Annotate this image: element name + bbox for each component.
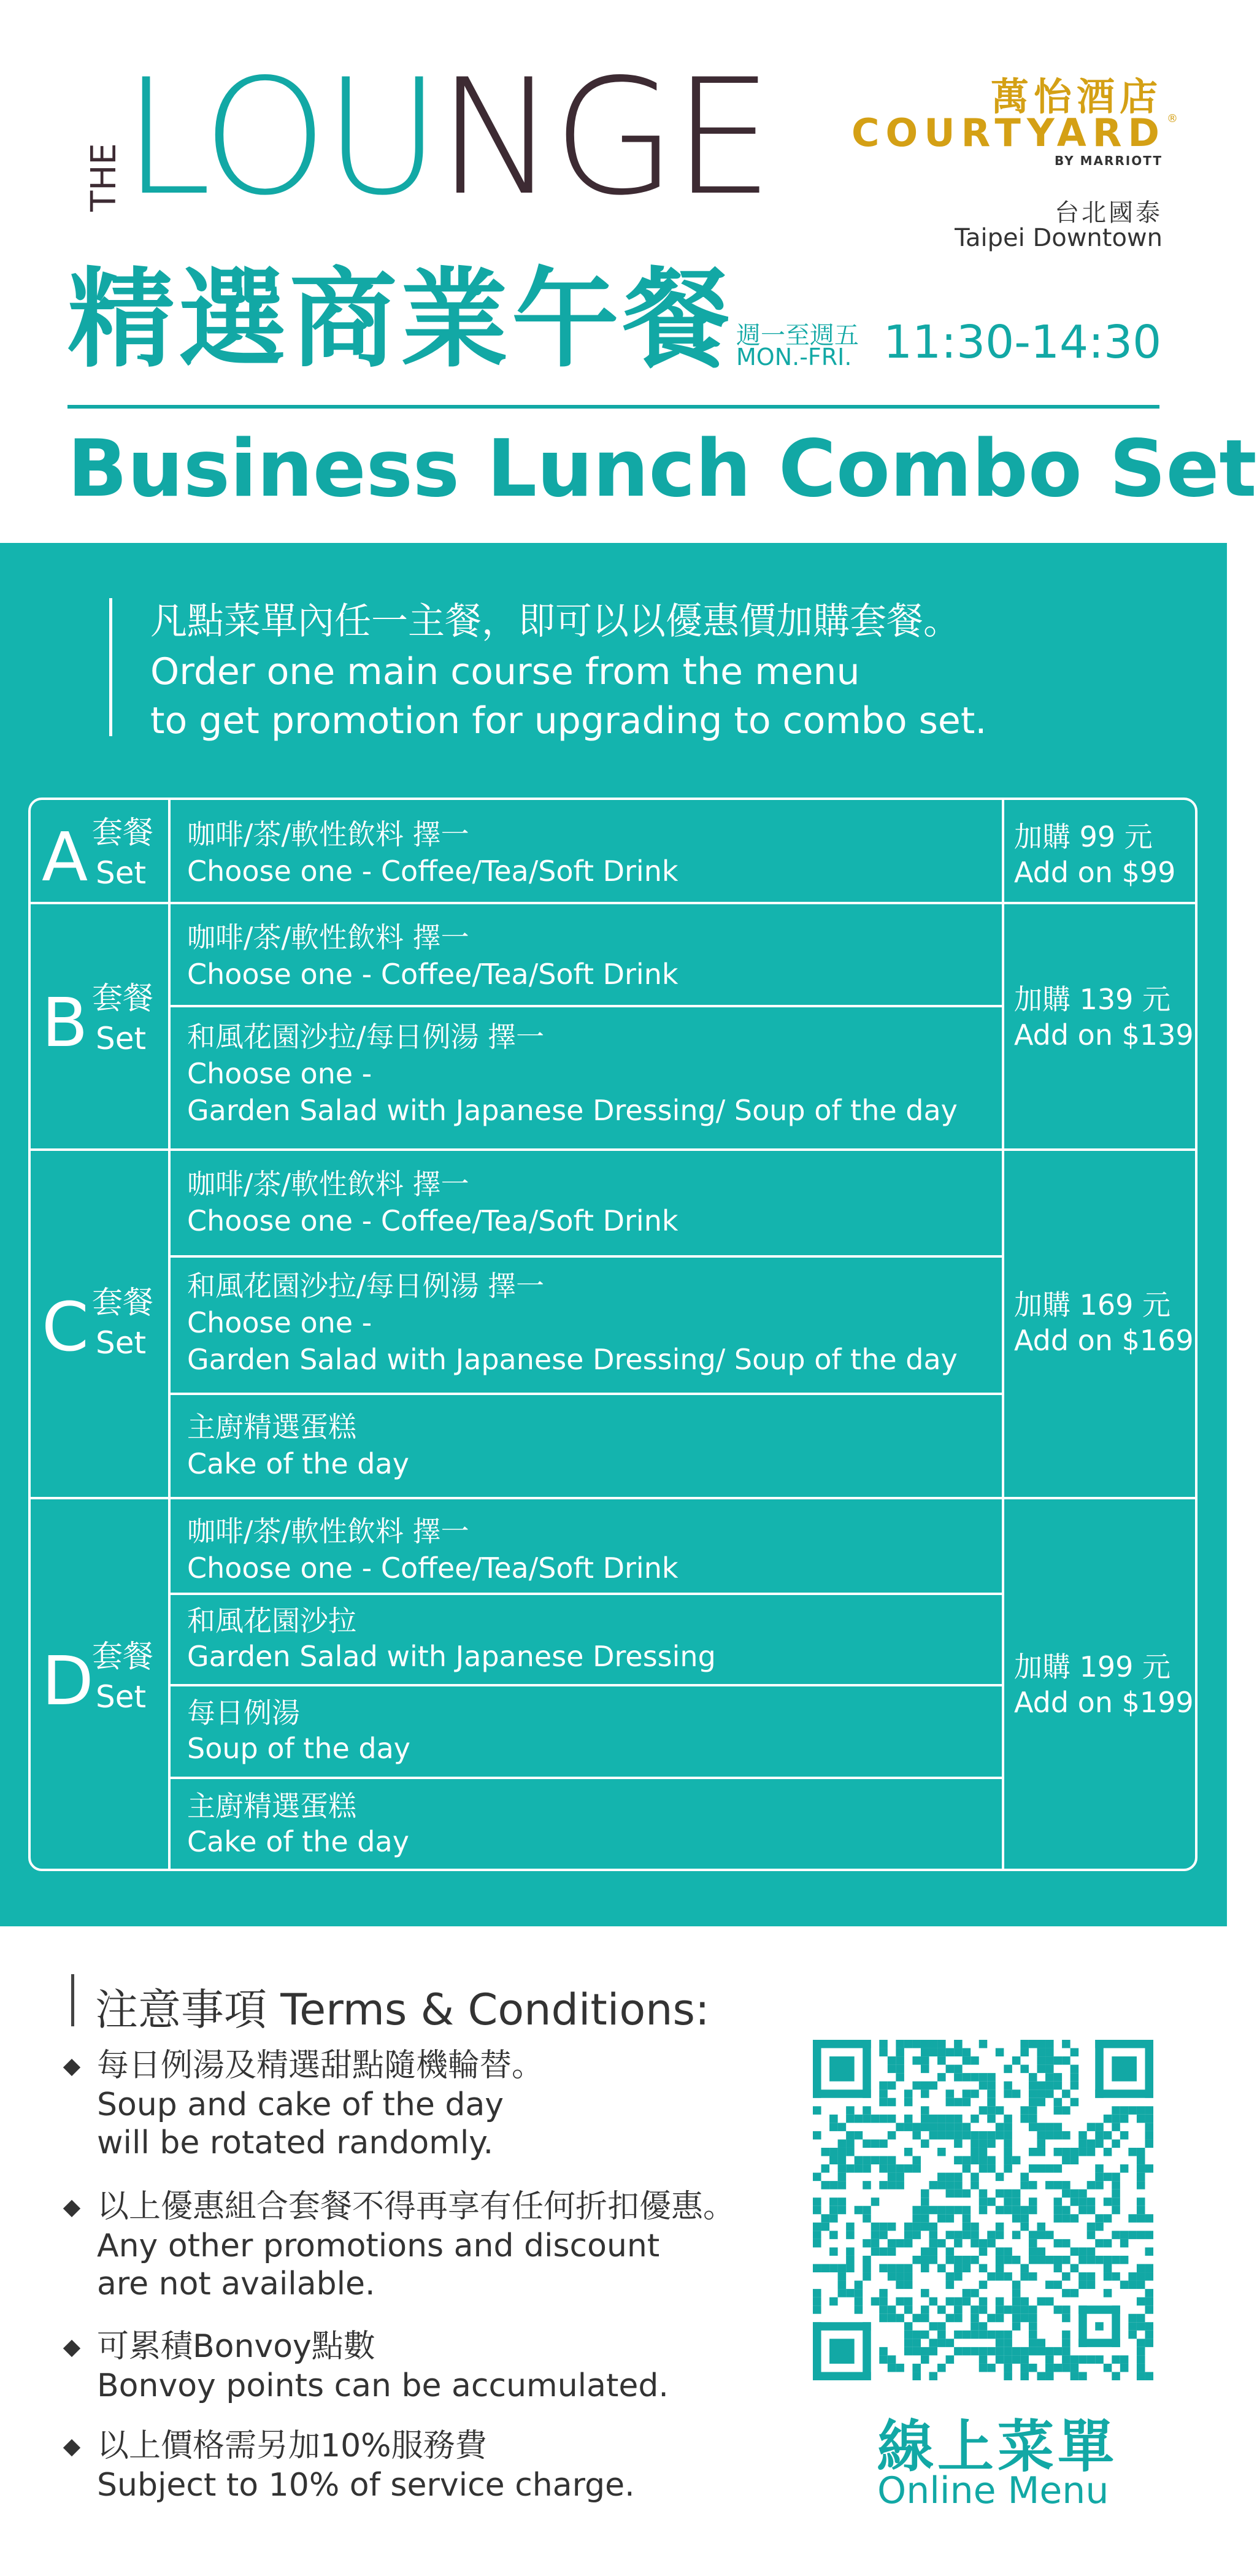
set-a-price-cn: 加購 99 元 — [1014, 820, 1153, 853]
set-c-item-3-cn: 主廚精選蛋糕 — [187, 1410, 356, 1444]
set-c-item-2-en: Choose one - — [187, 1306, 372, 1339]
brand-name-cn: 萬怡酒店 — [990, 74, 1163, 119]
set-d-label-cn: 套餐 — [92, 1639, 153, 1674]
term-3-en1: Bonvoy points can be accumulated. — [97, 2367, 669, 2404]
set-a-label-en: Set — [96, 855, 147, 891]
set-divider — [28, 1497, 1197, 1499]
term-2-en1: Any other promotions and discount — [97, 2228, 660, 2264]
term-1-en2: will be rotated randomly. — [97, 2124, 494, 2161]
set-a-item-1-cn: 咖啡/茶/軟性飲料 擇一 — [187, 818, 469, 851]
term-4-cn: 以上價格需另加10%服務費 — [97, 2428, 487, 2464]
terms-accent-bar — [71, 1974, 74, 2026]
the-logo-text: THE — [84, 143, 124, 212]
set-d-item-3-en: Soup of the day — [187, 1732, 411, 1765]
set-c-price-cn: 加購 169 元 — [1014, 1288, 1171, 1321]
terms-title: 注意事項 Terms & Conditions: — [95, 1985, 710, 2035]
days-en: MON.-FRI. — [736, 344, 852, 371]
set-b-letter: B — [42, 983, 88, 1062]
qr-code-icon[interactable] — [813, 2040, 1153, 2380]
set-a-letter: A — [42, 818, 88, 896]
item-divider — [168, 1593, 1004, 1595]
set-c-item-3-en: Cake of the day — [187, 1447, 409, 1480]
set-d-item-2-en: Garden Salad with Japanese Dressing — [187, 1640, 716, 1673]
set-c-label-cn: 套餐 — [92, 1285, 153, 1320]
lounge-logo — [123, 45, 770, 231]
set-b-label-en: Set — [96, 1021, 147, 1056]
registered-mark: ® — [1167, 112, 1178, 125]
bullet-icon — [63, 2439, 80, 2456]
term-2-cn: 以上優惠組合套餐不得再享有任何折扣優惠。 — [97, 2188, 736, 2225]
set-b-price-en: Add on $139 — [1014, 1018, 1194, 1052]
set-divider — [28, 1148, 1197, 1151]
page-title-en: Business Lunch Combo Set — [67, 423, 1257, 515]
set-b-item-1-en: Choose one - Coffee/Tea/Soft Drink — [187, 958, 678, 991]
set-d-item-1-cn: 咖啡/茶/軟性飲料 擇一 — [187, 1515, 469, 1548]
location-en: Taipei Downtown — [955, 224, 1163, 252]
set-b-item-2-en2: Garden Salad with Japanese Dressing/ Soup of the day — [187, 1094, 958, 1127]
set-c-item-2-en2: Garden Salad with Japanese Dressing/ Soup of the day — [187, 1343, 958, 1376]
bullet-icon — [63, 2059, 80, 2076]
term-1-cn: 每日例湯及精選甜點隨機輪替。 — [97, 2047, 544, 2084]
intro-accent-bar — [109, 598, 112, 736]
brand-by-marriott: BY MARRIOTT — [1055, 153, 1163, 168]
days-cn: 週一至週五 — [736, 321, 859, 350]
term-1-en1: Soup and cake of the day — [97, 2086, 504, 2123]
set-d-label-en: Set — [96, 1679, 147, 1715]
set-d-item-2-cn: 和風花園沙拉 — [187, 1604, 356, 1637]
set-b-item-2-cn: 和風花園沙拉/每日例湯 擇一 — [187, 1020, 545, 1053]
the-logo-vertical — [67, 86, 124, 215]
set-d-price-en: Add on $199 — [1014, 1686, 1194, 1719]
service-hours: 11:30-14:30 — [883, 316, 1162, 369]
term-2-en2: are not available. — [97, 2266, 375, 2302]
intro-en-line1: Order one main course from the menu — [150, 650, 860, 693]
set-c-letter: C — [42, 1288, 89, 1366]
set-b-price-cn: 加購 139 元 — [1014, 983, 1171, 1016]
set-divider — [28, 902, 1197, 904]
set-d-item-1-en: Choose one - Coffee/Tea/Soft Drink — [187, 1551, 678, 1585]
intro-en-line2: to get promotion for upgrading to combo set. — [150, 699, 987, 742]
page-title-cn: 精選商業午餐 — [67, 258, 734, 382]
location-cn: 台北國泰 — [1055, 199, 1163, 227]
set-a-label-cn: 套餐 — [92, 815, 153, 850]
set-b-item-1-cn: 咖啡/茶/軟性飲料 擇一 — [187, 921, 469, 954]
set-c-item-1-en: Choose one - Coffee/Tea/Soft Drink — [187, 1204, 678, 1237]
table-col-divider — [168, 798, 171, 1871]
set-d-price-cn: 加購 199 元 — [1014, 1650, 1171, 1683]
set-a-item-1-en: Choose one - Coffee/Tea/Soft Drink — [187, 855, 678, 888]
set-d-item-4-cn: 主廚精選蛋糕 — [187, 1790, 356, 1823]
lounge-logo-text: LOUNGE — [123, 45, 770, 231]
set-c-item-1-cn: 咖啡/茶/軟性飲料 擇一 — [187, 1167, 469, 1201]
set-c-price-en: Add on $169 — [1014, 1324, 1194, 1357]
set-d-letter: D — [42, 1642, 94, 1720]
brand-name-en: COURTYARD — [851, 110, 1166, 155]
item-divider — [168, 1777, 1004, 1779]
title-divider — [67, 405, 1159, 409]
bullet-icon — [63, 2200, 80, 2217]
online-menu-label-en: Online Menu — [877, 2469, 1109, 2512]
table-col-divider — [1002, 798, 1004, 1871]
online-menu-label-cn: 線上菜單 — [877, 2414, 1118, 2480]
set-d-item-4-en: Cake of the day — [187, 1825, 409, 1858]
item-divider — [168, 1684, 1004, 1686]
set-b-item-2-en: Choose one - — [187, 1057, 372, 1090]
intro-cn: 凡點菜單內任一主餐，即可以以優惠價加購套餐。 — [150, 600, 960, 643]
set-c-item-2-cn: 和風花園沙拉/每日例湯 擇一 — [187, 1269, 545, 1302]
set-c-label-en: Set — [96, 1325, 147, 1361]
item-divider — [168, 1393, 1004, 1395]
bullet-icon — [63, 2340, 80, 2357]
set-b-label-cn: 套餐 — [92, 980, 153, 1016]
item-divider — [168, 1005, 1004, 1007]
item-divider — [168, 1255, 1004, 1258]
set-a-price-en: Add on $99 — [1014, 856, 1176, 889]
term-3-cn: 可累積Bonvoy點數 — [97, 2328, 375, 2365]
set-d-item-3-cn: 每日例湯 — [187, 1696, 300, 1729]
term-4-en1: Subject to 10% of service charge. — [97, 2467, 635, 2504]
